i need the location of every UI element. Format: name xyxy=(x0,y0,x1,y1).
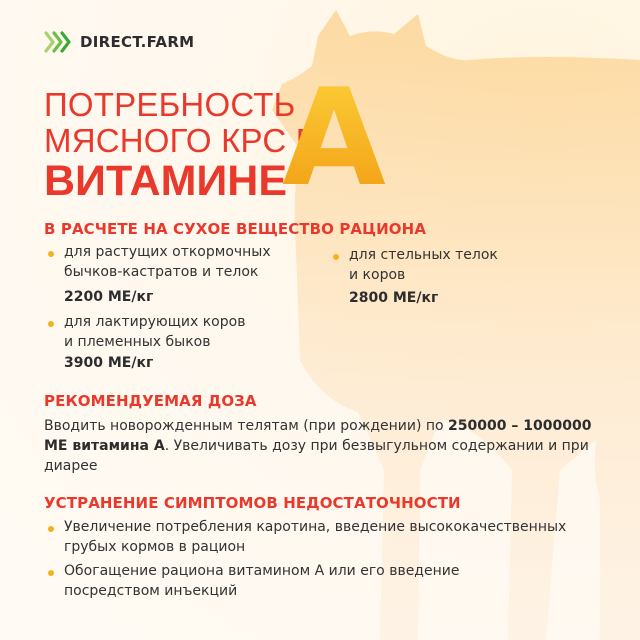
bullet-icon xyxy=(48,570,54,576)
list-item: для растущих откормочных бычков-кастратов и телок xyxy=(64,244,271,280)
section-heading-dry-matter: В РАСЧЕТЕ НА СУХОЕ ВЕЩЕСТВО РАЦИОНА xyxy=(44,220,427,238)
brand-logo[interactable] xyxy=(44,30,194,54)
section-heading-deficiency: УСТРАНЕНИЕ СИМПТОМОВ НЕДОСТАТОЧНОСТИ xyxy=(44,494,461,512)
vitamin-letter xyxy=(274,82,394,190)
bullet-icon xyxy=(48,321,54,327)
list-item: Обогащение рациона витамином А или его введение посредством инъекций xyxy=(64,563,460,599)
brand-name: DIRECT.FARM xyxy=(80,33,195,51)
list-item: для лактирующих коров и племенных быков xyxy=(64,314,246,350)
title-line-1: ПОТРЕБНОСТЬ xyxy=(44,86,296,123)
item-value: 2800 МЕ/кг xyxy=(349,290,439,306)
dose-amount: 250000 – 1000000 МЕ витамина А xyxy=(44,418,592,454)
list-item: Увеличение потребления каротина, введение высококачественных грубых кормов в рацион xyxy=(64,519,567,555)
dose-paragraph: Вводить новорожденным телятам (при рождении) по 250000 – 1000000 МЕ витамина А. Увеличивать дозу при безвыгульном содержании и при диарее xyxy=(44,418,592,474)
title-line-3: ВИТАМИНЕ xyxy=(44,157,288,205)
section-heading-dose: РЕКОМЕНДУЕМАЯ ДОЗА xyxy=(44,392,257,410)
bullet-icon xyxy=(333,254,339,260)
title-line-2: МЯСНОГО КРС В xyxy=(44,122,318,159)
bullet-icon xyxy=(48,526,54,532)
list-item: для стельных телок и коров xyxy=(349,247,498,283)
vitamin-letter-text: А xyxy=(282,82,386,190)
bullet-icon xyxy=(48,251,54,257)
item-value: 2200 МЕ/кг xyxy=(64,289,154,305)
logo-chevrons-icon xyxy=(44,30,74,54)
item-value: 3900 МЕ/кг xyxy=(64,355,154,371)
